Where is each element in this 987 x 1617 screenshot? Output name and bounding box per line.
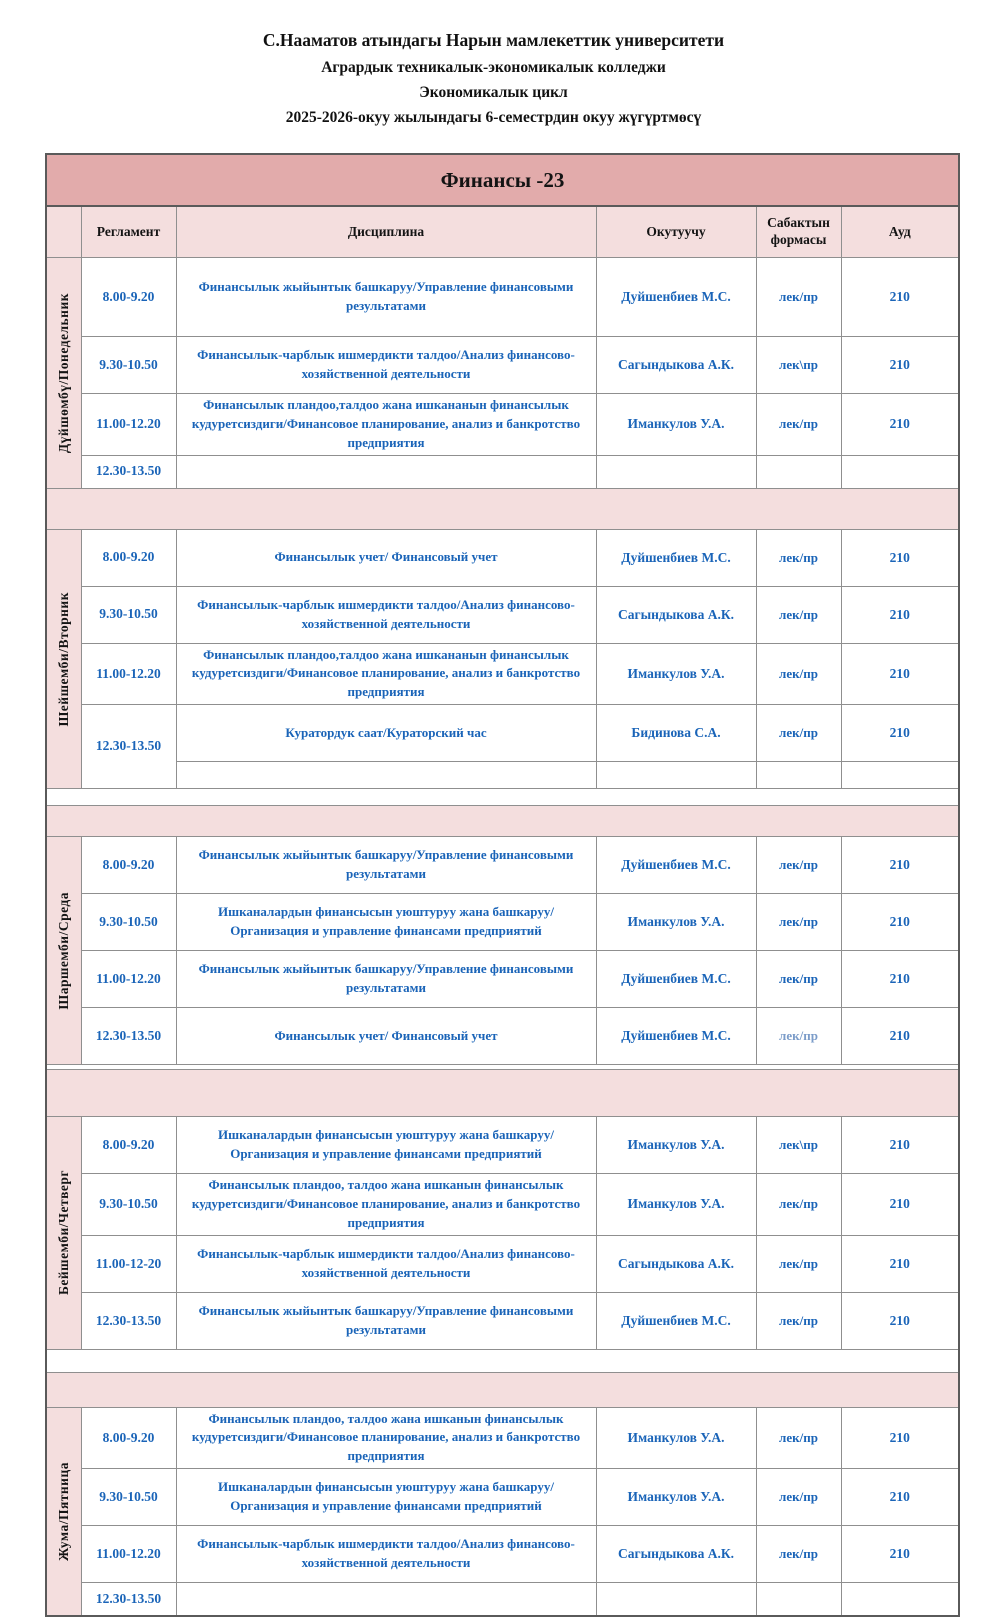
lesson-form-cell: лек/пр <box>756 1008 841 1065</box>
teacher-cell: Иманкулов У.А. <box>596 1407 756 1469</box>
col-header-teacher: Окутуучу <box>596 206 756 258</box>
teacher-cell: Иманкулов У.А. <box>596 1469 756 1526</box>
room-cell: 210 <box>841 586 959 643</box>
room-cell: 210 <box>841 258 959 337</box>
teacher-cell <box>596 455 756 488</box>
lesson-form-cell: лек/пр <box>756 1407 841 1469</box>
lesson-row <box>46 1583 959 1617</box>
lesson-form-cell <box>756 762 841 789</box>
lesson-row <box>46 643 959 705</box>
lesson-row <box>46 337 959 394</box>
room-cell: 210 <box>841 1469 959 1526</box>
college-subtitle: Агрардык техникалык-экономикалык колледжи <box>321 59 666 76</box>
day-label: Жума/Пятница <box>55 1461 71 1561</box>
discipline-cell: Ишканалардын финансысын уюштуруу жана башкаруу/Организация и управление финансами предприятий <box>176 1117 596 1174</box>
discipline-cell: Финансылык жыйынтык башкаруу/Управление финансовыми результатами <box>176 1292 596 1349</box>
lesson-form-cell: лек\пр <box>756 337 841 394</box>
lesson-row <box>46 1174 959 1236</box>
cycle-subtitle: Экономикалык цикл <box>419 84 568 101</box>
lesson-form-cell: лек/пр <box>756 705 841 762</box>
lesson-form-cell: лек\пр <box>756 1117 841 1174</box>
time-cell: 9.30-10.50 <box>81 1469 176 1526</box>
room-cell <box>841 762 959 789</box>
discipline-cell: Куратордук саат/Кураторский час <box>176 705 596 762</box>
room-cell <box>841 1583 959 1617</box>
group-title-row <box>46 154 959 206</box>
teacher-cell: Дуйшенбиев М.С. <box>596 837 756 894</box>
time-cell: 9.30-10.50 <box>81 337 176 394</box>
time-cell: 9.30-10.50 <box>81 894 176 951</box>
teacher-cell <box>596 762 756 789</box>
time-cell: 8.00-9.20 <box>81 529 176 586</box>
column-header-row <box>46 206 959 258</box>
page-header <box>0 0 987 127</box>
lesson-row <box>46 586 959 643</box>
lesson-form-cell: лек/пр <box>756 1469 841 1526</box>
lesson-row <box>46 1292 959 1349</box>
time-cell: 11.00-12.20 <box>81 951 176 1008</box>
time-cell: 9.30-10.50 <box>81 1174 176 1236</box>
room-cell: 210 <box>841 1407 959 1469</box>
lesson-form-cell: лек/пр <box>756 1292 841 1349</box>
lesson-row <box>46 705 959 762</box>
time-cell: 8.00-9.20 <box>81 258 176 337</box>
discipline-cell: Финансылык жыйынтык башкаруу/Управление финансовыми результатами <box>176 258 596 337</box>
white-gap-row <box>46 789 959 806</box>
white-gap <box>46 789 959 806</box>
time-cell: 12.30-13.50 <box>81 1008 176 1065</box>
col-header-form: Сабактын формасы <box>756 206 841 258</box>
lesson-form-cell: лек/пр <box>756 258 841 337</box>
discipline-cell <box>176 762 596 789</box>
day-separator-row <box>46 806 959 837</box>
room-cell: 210 <box>841 643 959 705</box>
room-cell: 210 <box>841 394 959 456</box>
teacher-cell: Дуйшенбиев М.С. <box>596 1008 756 1065</box>
teacher-cell: Сагындыкова А.К. <box>596 337 756 394</box>
time-cell: 11.00-12.20 <box>81 394 176 456</box>
teacher-cell: Иманкулов У.А. <box>596 894 756 951</box>
room-cell <box>841 455 959 488</box>
lesson-row <box>46 1407 959 1469</box>
day-label: Шаршемби/Среда <box>55 891 71 1010</box>
lesson-form-cell: лек/пр <box>756 951 841 1008</box>
day-separator-band <box>46 488 959 529</box>
discipline-cell: Финансылык пландоо,талдоо жана ишкананын финансылык кудуретсиздиги/Финансовое планирование, анализ и банкротство предприятия <box>176 394 596 456</box>
day-separator-row <box>46 1070 959 1117</box>
discipline-cell <box>176 1583 596 1617</box>
lesson-row <box>46 1117 959 1174</box>
day-separator-row <box>46 1372 959 1407</box>
lesson-form-cell: лек/пр <box>756 1235 841 1292</box>
discipline-cell: Финансылык пландоо,талдоо жана ишкананын финансылык кудуретсиздиги/Финансовое планирование, анализ и банкротство предприятия <box>176 643 596 705</box>
time-cell: 12.30-13.50 <box>81 705 176 789</box>
discipline-cell: Финансылык учет/ Финансовый учет <box>176 529 596 586</box>
day-separator-band <box>46 1372 959 1407</box>
teacher-cell: Дуйшенбиев М.С. <box>596 1292 756 1349</box>
semester-subtitle: 2025-2026-окуу жылындагы 6-семестрдин окуу жүгүртмөсү <box>285 109 702 126</box>
day-label-cell <box>46 529 81 789</box>
lesson-row <box>46 951 959 1008</box>
lesson-row <box>46 894 959 951</box>
room-cell: 210 <box>841 529 959 586</box>
teacher-cell: Сагындыкова А.К. <box>596 1526 756 1583</box>
day-column-header <box>46 206 81 258</box>
day-separator-band <box>46 1070 959 1117</box>
room-cell: 210 <box>841 1292 959 1349</box>
col-header-room: Ауд <box>841 206 959 258</box>
lesson-form-cell <box>756 1583 841 1617</box>
day-label: Бейшемби/Четверг <box>55 1170 71 1296</box>
day-separator-row <box>46 488 959 529</box>
discipline-cell: Ишканалардын финансысын уюштуруу жана башкаруу/Организация и управление финансами предприятий <box>176 894 596 951</box>
lesson-row <box>46 394 959 456</box>
schedule-table-wrapper <box>45 153 959 1617</box>
teacher-cell: Бидинова С.А. <box>596 705 756 762</box>
lesson-form-cell: лек/пр <box>756 394 841 456</box>
teacher-cell: Иманкулов У.А. <box>596 643 756 705</box>
teacher-cell: Дуйшенбиев М.С. <box>596 951 756 1008</box>
discipline-cell: Финансылык учет/ Финансовый учет <box>176 1008 596 1065</box>
teacher-cell: Сагындыкова А.К. <box>596 586 756 643</box>
discipline-cell: Финансылык-чарблык ишмердикти талдоо/Анализ финансово-хозяйственной деятельности <box>176 337 596 394</box>
day-label-cell <box>46 1117 81 1350</box>
room-cell: 210 <box>841 1117 959 1174</box>
university-title: С.Нааматов атындагы Нарын мамлекеттик университети <box>262 30 725 50</box>
teacher-cell: Дуйшенбиев М.С. <box>596 529 756 586</box>
teacher-cell: Иманкулов У.А. <box>596 394 756 456</box>
discipline-cell: Ишканалардын финансысын уюштуруу жана башкаруу/Организация и управление финансами предприятий <box>176 1469 596 1526</box>
time-cell: 11.00-12.20 <box>81 1526 176 1583</box>
discipline-cell: Финансылык-чарблык ишмердикти талдоо/Анализ финансово-хозяйственной деятельности <box>176 1526 596 1583</box>
lesson-row <box>46 1469 959 1526</box>
lesson-row <box>46 1526 959 1583</box>
day-label-cell <box>46 1407 81 1616</box>
lesson-row <box>46 1235 959 1292</box>
discipline-cell: Финансылык жыйынтык башкаруу/Управление финансовыми результатами <box>176 951 596 1008</box>
col-header-time: Регламент <box>81 206 176 258</box>
teacher-cell <box>596 1583 756 1617</box>
lesson-form-cell: лек/пр <box>756 529 841 586</box>
schedule-table <box>45 153 960 1617</box>
discipline-cell: Финансылык-чарблык ишмердикти талдоо/Анализ финансово-хозяйственной деятельности <box>176 1235 596 1292</box>
lesson-form-cell: лек/пр <box>756 1526 841 1583</box>
time-cell: 9.30-10.50 <box>81 586 176 643</box>
time-cell: 11.00-12-20 <box>81 1235 176 1292</box>
room-cell: 210 <box>841 1235 959 1292</box>
discipline-cell: Финансылык пландоо, талдоо жана ишканын финансылык кудуретсиздиги/Финансовое планирование, анализ и банкротство предприятия <box>176 1407 596 1469</box>
lesson-form-cell: лек/пр <box>756 894 841 951</box>
discipline-cell <box>176 455 596 488</box>
teacher-cell: Иманкулов У.А. <box>596 1117 756 1174</box>
room-cell: 210 <box>841 705 959 762</box>
time-cell: 8.00-9.20 <box>81 1407 176 1469</box>
time-cell: 12.30-13.50 <box>81 1292 176 1349</box>
day-label: Дүйшөмбү/Понедельник <box>55 292 71 453</box>
lesson-row <box>46 258 959 337</box>
discipline-cell: Финансылык жыйынтык башкаруу/Управление финансовыми результатами <box>176 837 596 894</box>
lesson-row <box>46 1008 959 1065</box>
room-cell: 210 <box>841 1526 959 1583</box>
discipline-cell: Финансылык пландоо, талдоо жана ишканын финансылык кудуретсиздиги/Финансовое планирование, анализ и банкротство предприятия <box>176 1174 596 1236</box>
lesson-row <box>46 529 959 586</box>
lesson-form-cell: лек/пр <box>756 1174 841 1236</box>
day-label: Шейшемби/Вторник <box>55 591 71 727</box>
day-label-cell <box>46 258 81 489</box>
group-title: Финансы -23 <box>46 154 959 206</box>
teacher-cell: Дуйшенбиев М.С. <box>596 258 756 337</box>
empty-sub-row <box>46 762 959 789</box>
lesson-row <box>46 837 959 894</box>
lesson-form-cell: лек/пр <box>756 586 841 643</box>
lesson-row <box>46 455 959 488</box>
room-cell: 210 <box>841 951 959 1008</box>
lesson-form-cell: лек/пр <box>756 643 841 705</box>
teacher-cell: Иманкулов У.А. <box>596 1174 756 1236</box>
lesson-form-cell: лек/пр <box>756 837 841 894</box>
col-header-discipline: Дисциплина <box>176 206 596 258</box>
room-cell: 210 <box>841 1008 959 1065</box>
room-cell: 210 <box>841 337 959 394</box>
time-cell: 12.30-13.50 <box>81 455 176 488</box>
white-gap-row <box>46 1349 959 1372</box>
lesson-form-cell <box>756 455 841 488</box>
room-cell: 210 <box>841 894 959 951</box>
day-label-cell <box>46 837 81 1065</box>
time-cell: 8.00-9.20 <box>81 1117 176 1174</box>
day-separator-band <box>46 806 959 837</box>
discipline-cell: Финансылык-чарблык ишмердикти талдоо/Анализ финансово-хозяйственной деятельности <box>176 586 596 643</box>
white-gap <box>46 1349 959 1372</box>
time-cell: 11.00-12.20 <box>81 643 176 705</box>
room-cell: 210 <box>841 1174 959 1236</box>
time-cell: 8.00-9.20 <box>81 837 176 894</box>
time-cell: 12.30-13.50 <box>81 1583 176 1617</box>
room-cell: 210 <box>841 837 959 894</box>
teacher-cell: Сагындыкова А.К. <box>596 1235 756 1292</box>
